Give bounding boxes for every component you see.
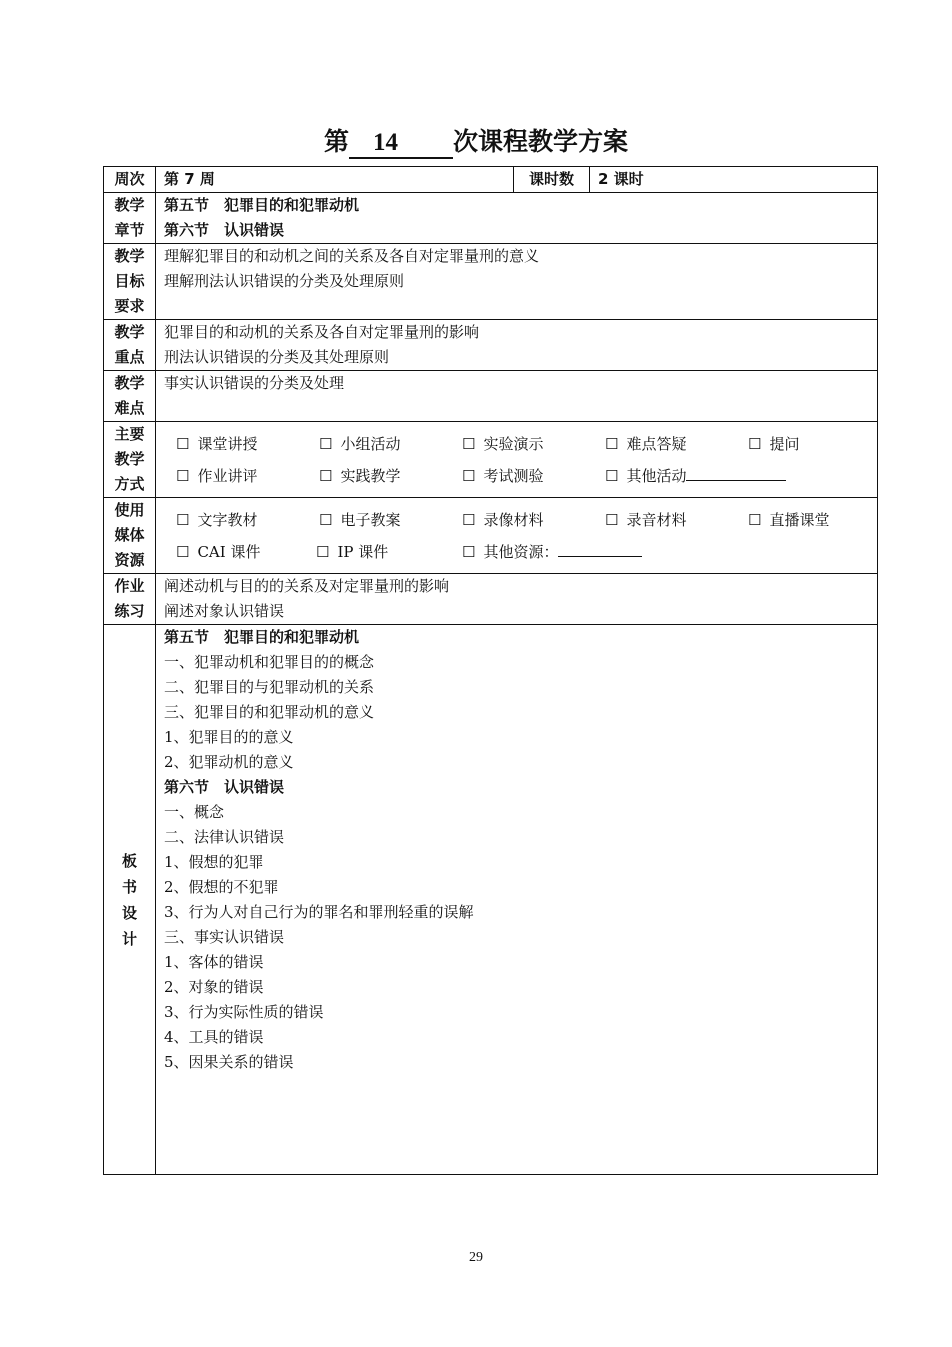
difficulties-label: 教学 难点 xyxy=(104,371,156,422)
board-line: 3、行为人对自己行为的罪名和罪刑轻重的误解 xyxy=(164,903,474,921)
key-points-label: 教学 重点 xyxy=(104,320,156,371)
page-number: 29 xyxy=(469,1250,483,1265)
key-point-line: 犯罪目的和动机的关系及各自对定罪量刑的影响 xyxy=(164,323,480,341)
homework-line: 阐述动机与目的的关系及对定罪量刑的影响 xyxy=(164,577,450,595)
checkbox-icon: ☐ xyxy=(176,466,190,485)
checkbox-icon: ☐ xyxy=(605,434,619,453)
checkbox-icon: ☐ xyxy=(748,434,762,453)
methods-options xyxy=(156,422,878,498)
chapter-line: 第五节 犯罪目的和犯罪动机 xyxy=(164,196,360,214)
hours-label: 课时数 xyxy=(514,167,590,193)
objective-line: 理解犯罪目的和动机之间的关系及各自对定罪量刑的意义 xyxy=(164,247,540,265)
media-text-material[interactable]: ☐ 文字教材 xyxy=(176,510,258,529)
week-row xyxy=(104,167,878,193)
method-experiment-demo[interactable]: ☐ 实验演示 xyxy=(462,434,544,453)
board-line: 3、行为实际性质的错误 xyxy=(164,1003,324,1021)
media-cai[interactable]: ☐ CAI 课件 xyxy=(176,542,261,561)
media-options xyxy=(156,498,878,574)
method-practice[interactable]: ☐ 实践教学 xyxy=(319,466,401,485)
board-line: 一、犯罪动机和犯罪目的的概念 xyxy=(164,653,375,671)
methods-row xyxy=(104,422,878,498)
media-other[interactable]: ☐ 其他资源： xyxy=(462,536,642,568)
media-live-class[interactable]: ☐ 直播课堂 xyxy=(748,510,830,529)
chapter-label: 教学 章节 xyxy=(104,193,156,244)
objectives-content xyxy=(156,244,878,320)
board-line: 2、犯罪动机的意义 xyxy=(164,753,294,771)
board-section-heading: 第五节 犯罪目的和犯罪动机 xyxy=(164,628,360,646)
method-lecture[interactable]: ☐ 课堂讲授 xyxy=(176,434,258,453)
checkbox-icon: ☐ xyxy=(605,510,619,529)
board-line: 1、客体的错误 xyxy=(164,953,264,971)
method-homework-review[interactable]: ☐ 作业讲评 xyxy=(176,466,258,485)
checkbox-icon: ☐ xyxy=(176,510,190,529)
week-label: 周次 xyxy=(104,167,156,193)
media-e-lesson-plan[interactable]: ☐ 电子教案 xyxy=(319,510,401,529)
difficulties-row xyxy=(104,371,878,422)
board-design-content xyxy=(156,625,878,1175)
board-line: 三、事实认识错误 xyxy=(164,928,285,946)
methods-label: 主要 教学 方式 xyxy=(104,422,156,498)
chapter-line: 第六节 认识错误 xyxy=(164,221,285,239)
checkbox-icon: ☐ xyxy=(319,434,333,453)
method-other-activity[interactable]: ☐ 其他活动 xyxy=(605,460,786,492)
objectives-label: 教学 目标 要求 xyxy=(104,244,156,320)
media-label: 使用 媒体 资源 xyxy=(104,498,156,574)
difficulties-content xyxy=(156,371,878,422)
board-line: 1、犯罪目的的意义 xyxy=(164,728,294,746)
media-audio[interactable]: ☐ 录音材料 xyxy=(605,510,687,529)
media-ip[interactable]: ☐ IP 课件 xyxy=(316,542,389,561)
homework-content xyxy=(156,574,878,625)
board-line: 2、对象的错误 xyxy=(164,978,264,996)
other-resources-blank[interactable] xyxy=(558,538,642,557)
key-points-content xyxy=(156,320,878,371)
title-suffix: 次课程教学方案 xyxy=(453,127,629,156)
chapter-row xyxy=(104,193,878,244)
checkbox-icon: ☐ xyxy=(605,466,619,485)
checkbox-icon: ☐ xyxy=(462,542,476,561)
checkbox-icon: ☐ xyxy=(319,510,333,529)
method-questioning[interactable]: ☐ 提问 xyxy=(748,434,800,453)
checkbox-icon: ☐ xyxy=(748,510,762,529)
checkbox-icon: ☐ xyxy=(176,434,190,453)
board-section-heading: 第六节 认识错误 xyxy=(164,778,285,796)
homework-row xyxy=(104,574,878,625)
checkbox-icon: ☐ xyxy=(462,466,476,485)
checkbox-icon: ☐ xyxy=(319,466,333,485)
chapter-content xyxy=(156,193,878,244)
method-qa[interactable]: ☐ 难点答疑 xyxy=(605,434,687,453)
board-line: 5、因果关系的错误 xyxy=(164,1053,294,1071)
media-row xyxy=(104,498,878,574)
key-points-row xyxy=(104,320,878,371)
lesson-plan-table xyxy=(103,166,878,1175)
media-video[interactable]: ☐ 录像材料 xyxy=(462,510,544,529)
key-point-line: 刑法认识错误的分类及其处理原则 xyxy=(164,348,390,366)
method-exam[interactable]: ☐ 考试测验 xyxy=(462,466,544,485)
checkbox-icon: ☐ xyxy=(462,434,476,453)
lesson-number: 14 xyxy=(349,129,453,159)
board-line: 二、犯罪目的与犯罪动机的关系 xyxy=(164,678,375,696)
board-line: 4、工具的错误 xyxy=(164,1028,264,1046)
week-value: 第 7 周 xyxy=(156,167,514,193)
board-line: 二、法律认识错误 xyxy=(164,828,285,846)
page-title xyxy=(0,124,952,160)
checkbox-icon: ☐ xyxy=(316,542,330,561)
checkbox-icon: ☐ xyxy=(462,510,476,529)
checkbox-icon: ☐ xyxy=(176,542,190,561)
board-line: 三、犯罪目的和犯罪动机的意义 xyxy=(164,703,375,721)
method-group-activity[interactable]: ☐ 小组活动 xyxy=(319,434,401,453)
homework-line: 阐述对象认识错误 xyxy=(164,602,285,620)
objective-line: 理解刑法认识错误的分类及处理原则 xyxy=(164,272,405,290)
title-prefix: 第 xyxy=(323,127,349,156)
difficulty-line: 事实认识错误的分类及处理 xyxy=(164,374,345,392)
board-line: 2、假想的不犯罪 xyxy=(164,878,279,896)
board-line: 一、概念 xyxy=(164,803,225,821)
homework-label: 作业 练习 xyxy=(104,574,156,625)
hours-value: 2 课时 xyxy=(590,167,878,193)
other-activity-blank[interactable] xyxy=(686,462,786,481)
objectives-row xyxy=(104,244,878,320)
board-design-row xyxy=(104,625,878,1175)
board-design-label: 板 书 设 计 xyxy=(104,625,156,1175)
board-line: 1、假想的犯罪 xyxy=(164,853,264,871)
